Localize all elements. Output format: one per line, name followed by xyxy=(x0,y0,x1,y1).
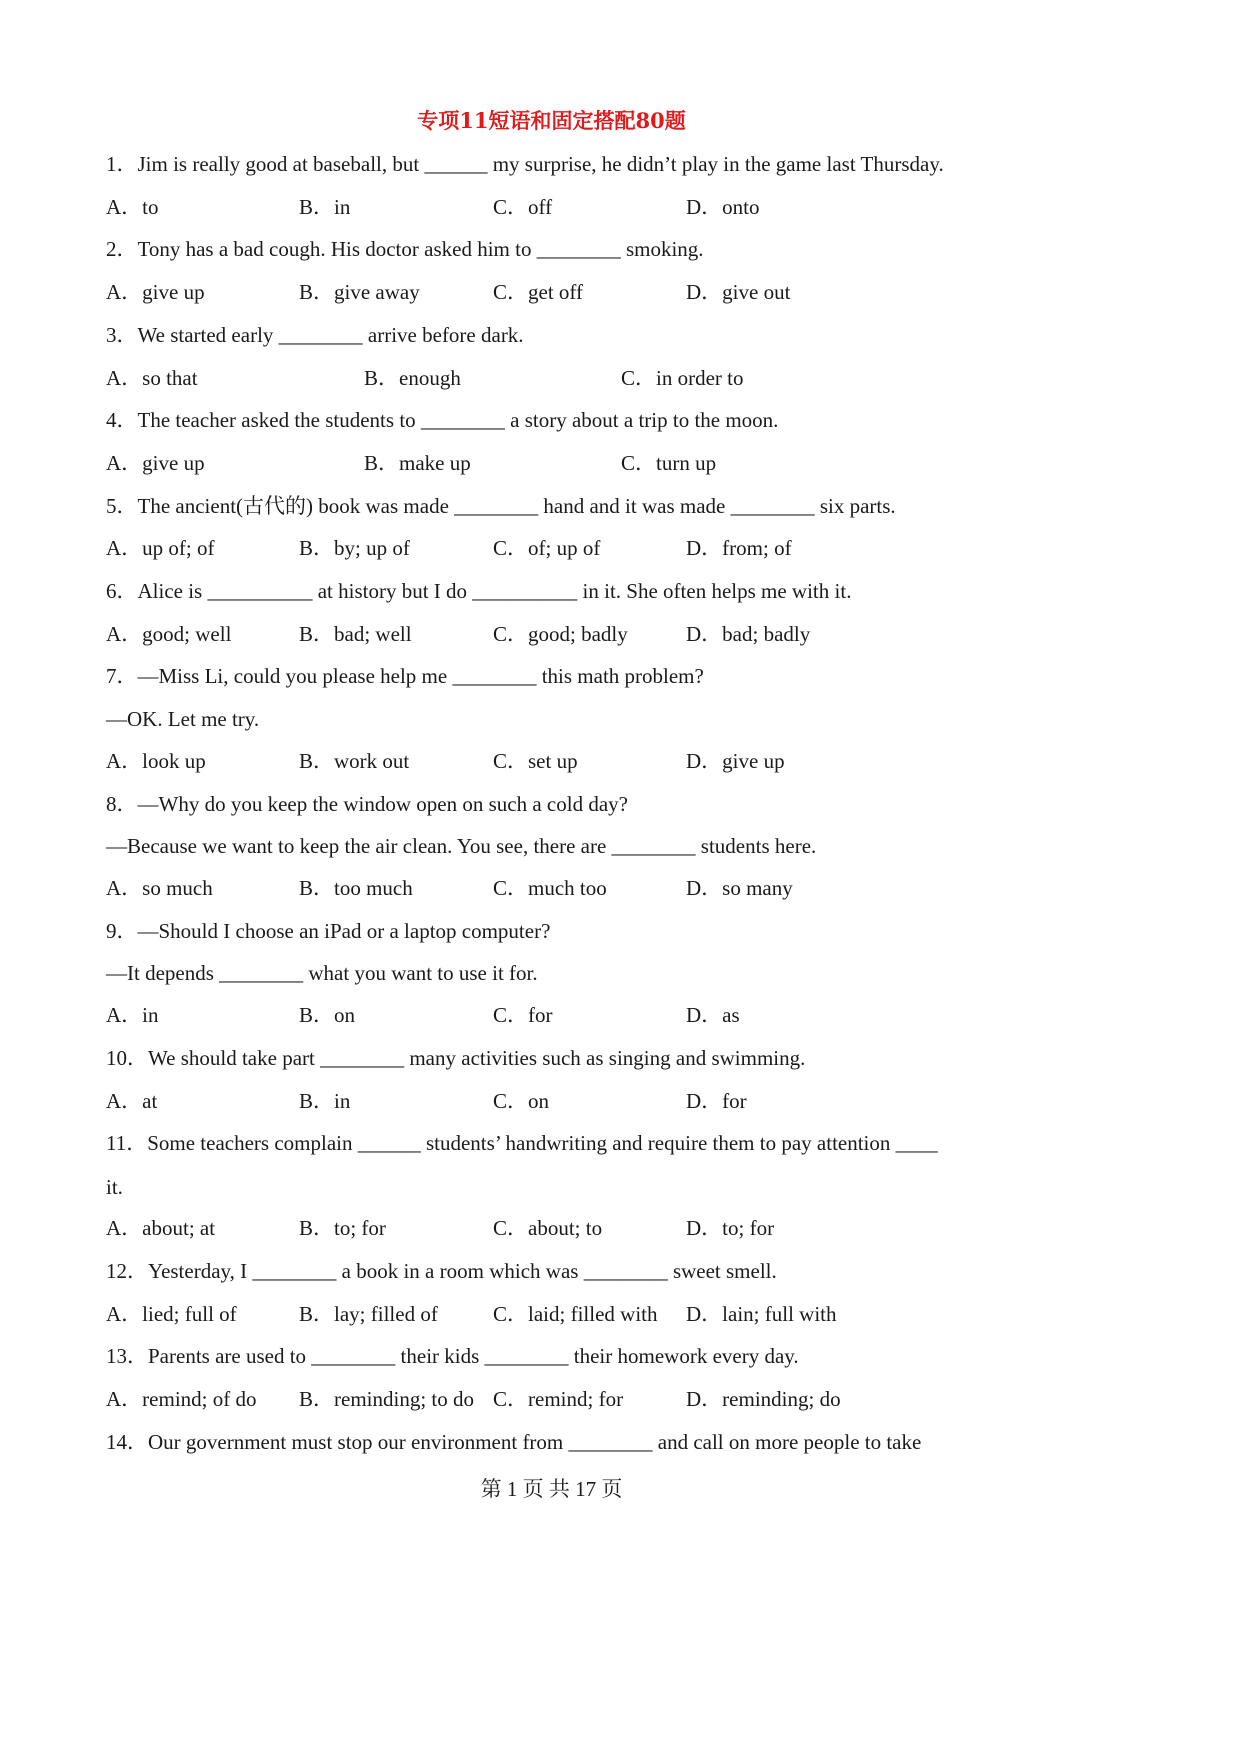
question-line: —OK. Let me try. xyxy=(106,707,260,731)
answer-option: D．onto xyxy=(686,195,760,219)
question-line: 6．Alice is __________ at history but I do __________ in it. She often helps me with it. xyxy=(106,579,852,603)
answer-option: D．reminding; do xyxy=(686,1387,841,1411)
answer-option: B．make up xyxy=(364,451,471,475)
answer-option: D．for xyxy=(686,1089,747,1113)
answer-option: D．lain; full with xyxy=(686,1302,837,1326)
answer-option: D．give up xyxy=(686,749,785,773)
answer-option: A．good; well xyxy=(106,622,232,646)
answer-option: A．to xyxy=(106,195,159,219)
answer-option: A．give up xyxy=(106,280,205,304)
question-line: 12．Yesterday, I ________ a book in a room which was ________ sweet smell. xyxy=(106,1259,777,1283)
answer-option: B．lay; filled of xyxy=(299,1302,438,1326)
question-line: 10．We should take part ________ many activities such as singing and swimming. xyxy=(106,1046,806,1070)
answer-option: A．about; at xyxy=(106,1216,216,1240)
answer-option: B．in xyxy=(299,195,351,219)
answer-option: A．so that xyxy=(106,366,198,390)
answer-option: D．from; of xyxy=(686,536,792,560)
answer-option: B．enough xyxy=(364,366,461,390)
answer-option: A．so much xyxy=(106,876,213,900)
answer-option: C．for xyxy=(493,1003,553,1027)
answer-option: D．to; for xyxy=(686,1216,775,1240)
page-footer: 第 1 页 共 17 页 xyxy=(480,1477,623,1501)
answer-option: B．in xyxy=(299,1089,351,1113)
answer-option: C．of; up of xyxy=(493,536,601,560)
answer-option: C．laid; filled with xyxy=(493,1302,658,1326)
question-line: it. xyxy=(106,1175,123,1199)
answer-option: C．get off xyxy=(493,280,584,304)
answer-option: D．give out xyxy=(686,280,791,304)
question-line: 8．—Why do you keep the window open on such a cold day? xyxy=(106,792,628,816)
answer-option: A．give up xyxy=(106,451,205,475)
answer-option: B．bad; well xyxy=(299,622,412,646)
answer-option: A．in xyxy=(106,1003,159,1027)
question-line: 3．We started early ________ arrive before dark. xyxy=(106,323,524,347)
question-line: 9．—Should I choose an iPad or a laptop computer? xyxy=(106,919,551,943)
answer-option: C．turn up xyxy=(621,451,717,475)
question-line: 5．The ancient(古代的) book was made ________ hand and it was made ________ six parts. xyxy=(106,494,896,518)
answer-option: C．good; badly xyxy=(493,622,628,646)
answer-option: C．on xyxy=(493,1089,550,1113)
answer-option: D．so many xyxy=(686,876,793,900)
question-line: 4．The teacher asked the students to ________ a story about a trip to the moon. xyxy=(106,408,779,432)
answer-option: D．bad; badly xyxy=(686,622,811,646)
answer-option: B．by; up of xyxy=(299,536,410,560)
answer-option: B．reminding; to do xyxy=(299,1387,474,1411)
answer-option: B．work out xyxy=(299,749,410,773)
question-line: 7．—Miss Li, could you please help me ________ this math problem? xyxy=(106,664,704,688)
question-line: —It depends ________ what you want to use it for. xyxy=(106,961,538,985)
answer-option: B．give away xyxy=(299,280,420,304)
question-line: 2．Tony has a bad cough. His doctor asked him to ________ smoking. xyxy=(106,237,704,261)
answer-option: C．about; to xyxy=(493,1216,603,1240)
answer-option: C．in order to xyxy=(621,366,744,390)
answer-option: B．on xyxy=(299,1003,356,1027)
question-line: 13．Parents are used to ________ their kids ________ their homework every day. xyxy=(106,1344,799,1368)
answer-option: A．up of; of xyxy=(106,536,215,560)
answer-option: A．remind; of do xyxy=(106,1387,257,1411)
page-title: 专项11短语和固定搭配80题 xyxy=(417,108,686,133)
answer-option: C．remind; for xyxy=(493,1387,624,1411)
question-line: 1．Jim is really good at baseball, but ______ my surprise, he didn’t play in the game last Thursday. xyxy=(106,152,944,176)
answer-option: C．off xyxy=(493,195,553,219)
answer-option: D．as xyxy=(686,1003,740,1027)
question-line: —Because we want to keep the air clean. You see, there are ________ students here. xyxy=(106,834,817,858)
answer-option: A．lied; full of xyxy=(106,1302,237,1326)
answer-option: A．look up xyxy=(106,749,206,773)
answer-option: B．to; for xyxy=(299,1216,386,1240)
question-line: 14．Our government must stop our environment from ________ and call on more people to take xyxy=(106,1430,922,1454)
answer-option: C．set up xyxy=(493,749,578,773)
answer-option: B．too much xyxy=(299,876,413,900)
answer-option: A．at xyxy=(106,1089,158,1113)
answer-option: C．much too xyxy=(493,876,607,900)
question-line: 11．Some teachers complain ______ students’ handwriting and require them to pay attention ____ xyxy=(106,1131,938,1155)
